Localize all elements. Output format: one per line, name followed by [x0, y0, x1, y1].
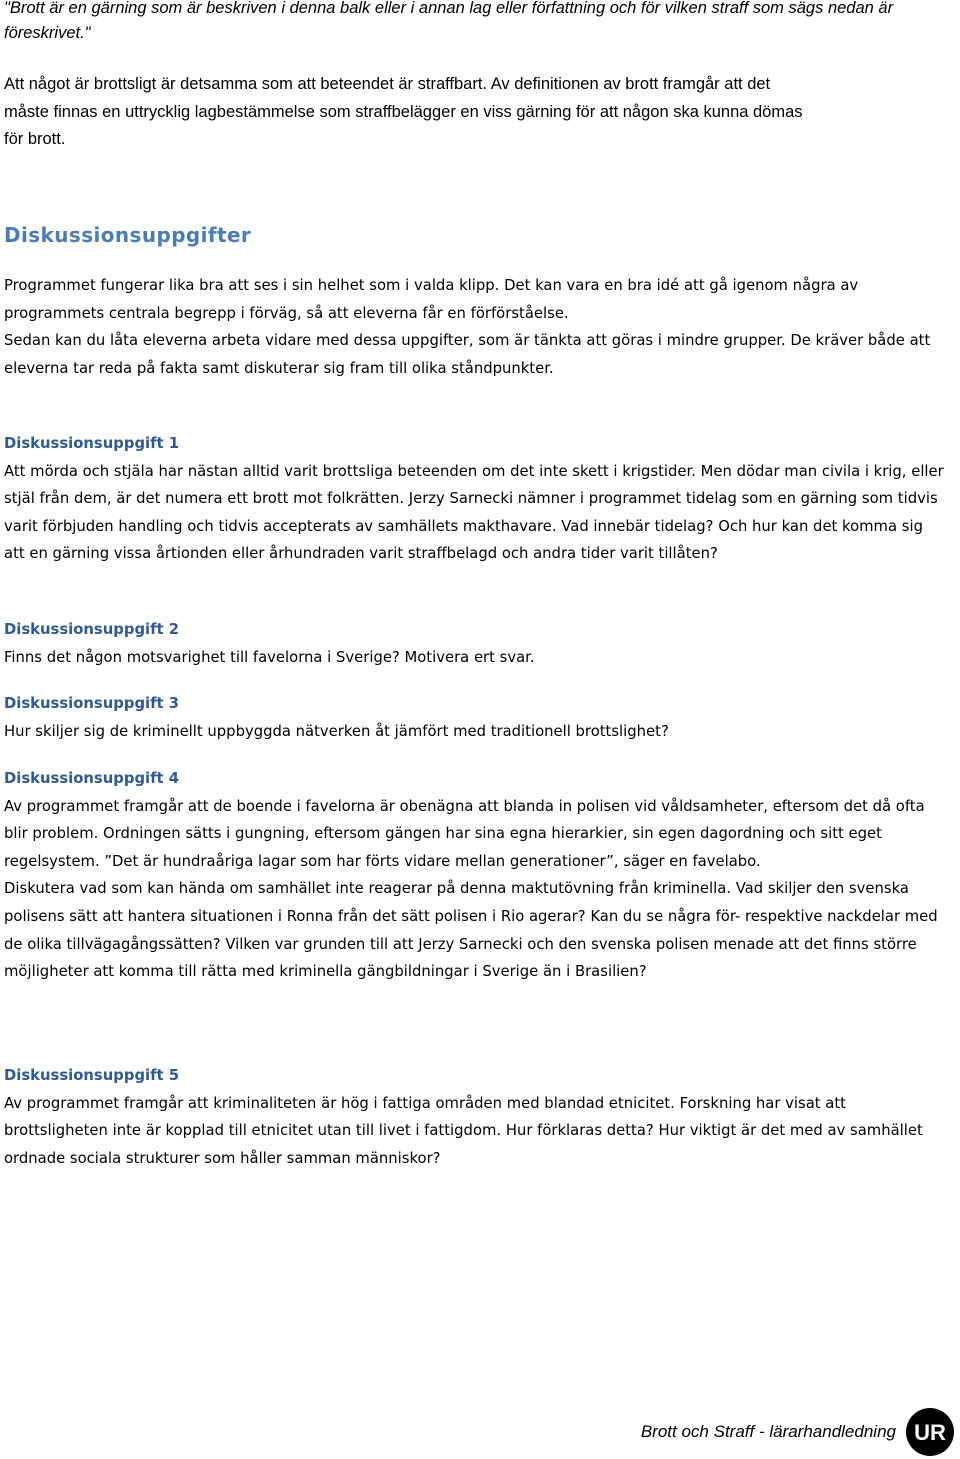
task-1 [4, 430, 944, 568]
task-3-paragraph: Hur skiljer sig de kriminellt uppbyggda nätverken åt jämfört med traditionell brottslighet? [4, 722, 669, 740]
intro-line-1: Att något är brottsligt är detsamma som att beteendet är straffbart. Av definitionen av brott framgår att det [4, 75, 771, 93]
ur-logo-text: UR [914, 1420, 946, 1445]
task-3 [4, 690, 944, 745]
task-5 [4, 1062, 944, 1172]
overview-section [4, 272, 944, 382]
footer-title: Brott och Straff - lärarhandledning [640, 1422, 896, 1441]
overview-paragraph-2: Sedan kan du låta eleverna arbeta vidare med dessa uppgifter, som är tänkta att göras i mindre grupper. De kräver både att eleverna tar reda på fakta samt diskuterar sig fram till olika ståndpunkter. [4, 332, 931, 377]
task-4-title: Diskussionsuppgift 4 [4, 770, 180, 787]
task-2-title: Diskussionsuppgift 2 [4, 621, 180, 638]
task-5-title: Diskussionsuppgift 5 [4, 1067, 180, 1084]
task-2-paragraph: Finns det någon motsvarighet till favelorna i Sverige? Motivera ert svar. [4, 648, 535, 666]
task-3-title: Diskussionsuppgift 3 [4, 695, 180, 712]
law-quote: "Brott är en gärning som är beskriven i denna balk eller i annan lag eller författning och för vilken straff som sägs nedan är föreskrivet." [4, 0, 894, 42]
task-4-paragraph-1: Av programmet framgår att de boende i favelorna är obenägna att blanda in polisen vid våldsamheter, eftersom det då ofta blir problem. Ordningen sätts i gungning, eftersom gängen har sina egna hierarkier, sin egen dagordning och sitt eget regelsystem. ”Det är hundraåriga lagar som har förts vidare mellan generationer”, säger en favelabo. [4, 797, 925, 870]
task-2 [4, 616, 944, 671]
task-1-paragraph: Att mörda och stjäla har nästan alltid varit brottsliga beteenden om det inte skett i krigstider. Men dödar man civila i krig, eller stjäl från dem, är det numera ett brott mot folkrätten. Jerzy Sarnecki nämner i programmet tidelag som en gärning som tidvis varit förbjuden handling och tidvis accepterats av samhällets makthavare. Vad innebär tidelag? Och hur kan det komma sig att en gärning vissa årtionden eller århundraden varit straffbelagd och andra tider varit tillåten? [4, 462, 944, 563]
section-heading: Diskussionsuppgifter [4, 223, 252, 247]
intro-paragraph [4, 71, 924, 154]
intro-line-3: för brott. [4, 130, 66, 148]
task-5-paragraph: Av programmet framgår att kriminaliteten är hög i fattiga områden med blandad etnicitet. Forskning har visat att brottsligheten inte är kopplad till etnicitet utan till livet i fattigdom. Hur förklaras detta? Hur viktigt är det med av samhället ordnade sociala strukturer som håller samman människor? [4, 1094, 923, 1167]
task-1-title: Diskussionsuppgift 1 [4, 435, 180, 452]
ur-logo [906, 1408, 954, 1456]
task-4 [4, 765, 944, 986]
overview-paragraph-1: Programmet fungerar lika bra att ses i sin helhet som i valda klipp. Det kan vara en bra idé att gå igenom några av programmets centrala begrepp i förväg, så att eleverna får en förförståelse. [4, 277, 859, 322]
task-4-paragraph-2: Diskutera vad som kan hända om samhället inte reagerar på denna maktutövning från kriminella. Vad skiljer den svenska polisens sätt att hantera situationen i Ronna från det sätt polisen i Rio agerar? Kan du se några för- respektive nackdelar med de olika tillvägagångssätten? Vilken var grunden till att Jerzy Sarnecki och den svenska polisen menade att det finns större möjligheter att komma till rätta med kriminella gängbildningar i Sverige än i Brasilien? [4, 880, 938, 981]
intro-line-2: måste finnas en uttrycklig lagbestämmelse som straffbelägger en viss gärning för att någon ska kunna dömas [4, 102, 803, 121]
